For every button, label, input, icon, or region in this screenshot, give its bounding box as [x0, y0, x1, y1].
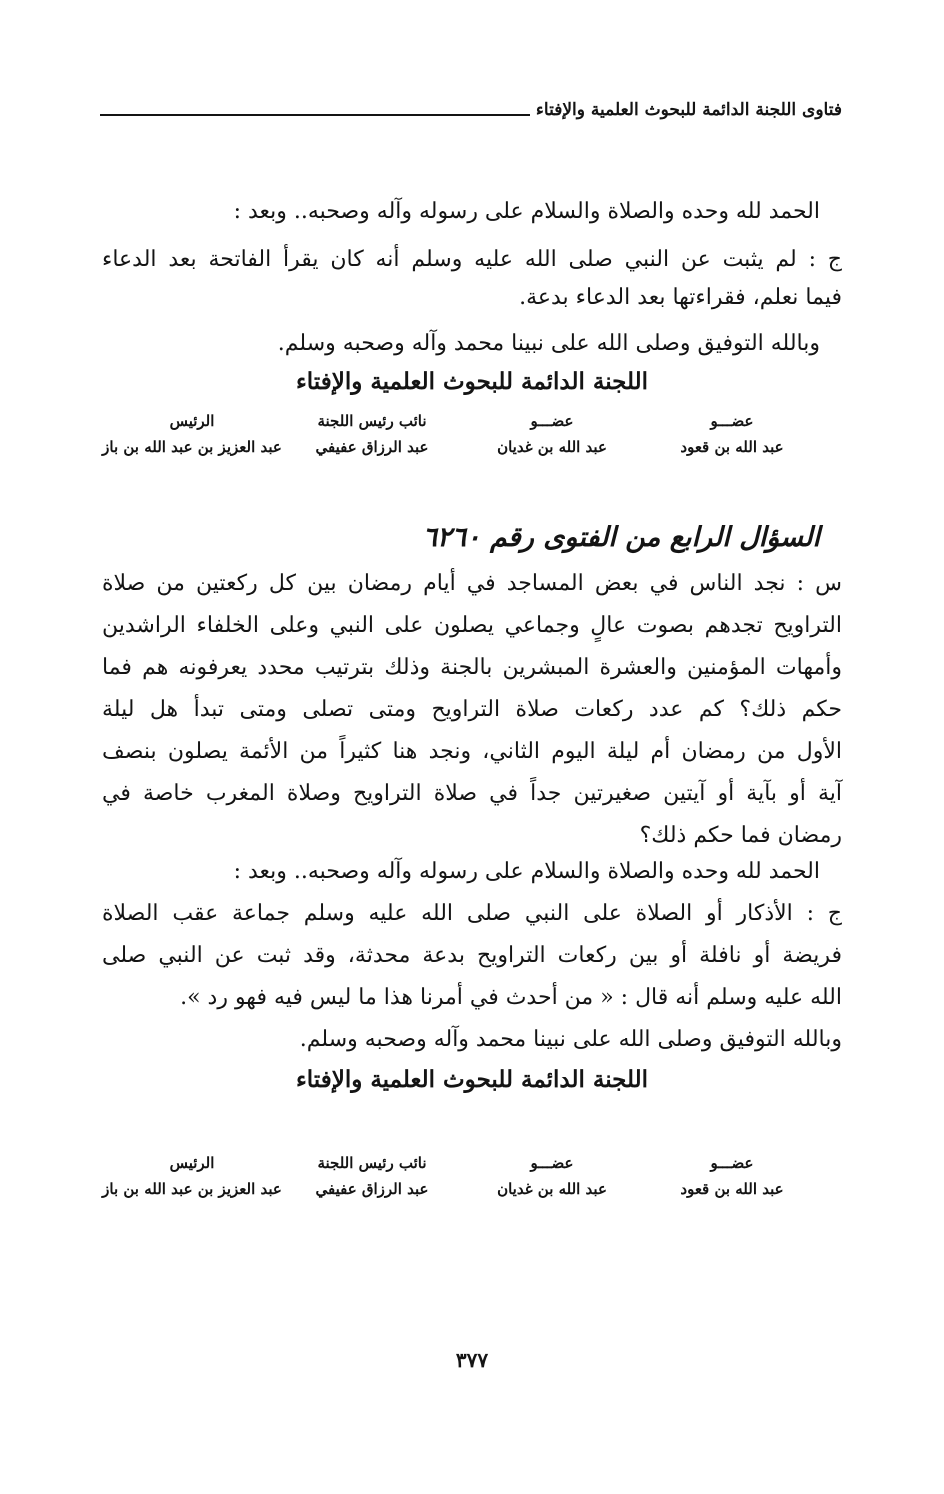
signatory-name: عبد الله بن قعود [680, 1180, 784, 1198]
header-rule [100, 114, 530, 116]
signatory [462, 412, 642, 456]
section1-line: وبالله التوفيق وصلى الله على نبينا محمد وآله وصحبه وسلم. [277, 331, 820, 356]
section1-line: فيما نعلم، فقراءتها بعد الدعاء بدعة. [519, 285, 842, 310]
section1-line: الحمد لله وحده والصلاة والسلام على رسوله وآله وصحبه.. وبعد : [233, 199, 820, 224]
signatory-role: عضـــو [710, 1154, 754, 1172]
answer-line: فريضة أو نافلة أو بين ركعات التراويح بدعة محدثة، وقد ثبت عن النبي صلى [102, 943, 842, 968]
section1-answer [102, 244, 842, 314]
section1-committee [102, 366, 842, 406]
running-header [100, 82, 842, 122]
answer-line: وبالله التوفيق وصلى الله على نبينا محمد وآله وصحبه وسلم. [299, 1027, 842, 1052]
answer-opening [102, 856, 820, 896]
signatory-name: عبد الله بن غديان [497, 438, 607, 456]
signatory [102, 412, 282, 456]
section1-line: ج : لم يثبت عن النبي صلى الله عليه وسلم أنه كان يقرأ الفاتحة بعد الدعاء [102, 247, 842, 272]
committee-name: اللجنة الدائمة للبحوث العلمية والإفتاء [295, 368, 649, 395]
question-heading: السؤال الرابع من الفتوى رقم ٦٢٦٠ [422, 522, 820, 553]
signatory-name: عبد العزيز بن عبد الله بن باز [102, 438, 282, 456]
answer-line: ج : الأذكار أو الصلاة على النبي صلى الله عليه وسلم جماعة عقب الصلاة [102, 901, 842, 926]
question-line: رمضان فما حكم ذلك؟ [639, 823, 842, 848]
answer-line: الله عليه وسلم أنه قال : « من أحدث في أمرنا هذا ما ليس فيه فهو رد ». [180, 985, 842, 1010]
signatory [282, 1154, 462, 1198]
signatory-name: عبد العزيز بن عبد الله بن باز [102, 1180, 282, 1198]
question-line: س : نجد الناس في بعض المساجد في أيام رمضان بين كل ركعتين من صلاة [102, 571, 842, 596]
committee-name: اللجنة الدائمة للبحوث العلمية والإفتاء [295, 1066, 649, 1093]
section2-committee [102, 1064, 842, 1104]
signatory [282, 412, 462, 456]
signatory [642, 1154, 822, 1198]
signatory-name: عبد الرزاق عفيفي [315, 1180, 429, 1198]
question-line: وأمهات المؤمنين والعشرة المبشرين بالجنة وذلك بترتيب محدد يعرفونه هم فما [102, 655, 842, 680]
signatory-role: عضـــو [530, 1154, 574, 1172]
question-line: الأول من رمضان أم ليلة اليوم الثاني، ونجد هنا كثيراً من الأئمة يصلون بنصف [102, 739, 842, 764]
header-title: فتاوى اللجنة الدائمة للبحوث العلمية والإفتاء [535, 100, 842, 120]
signatory [102, 1154, 282, 1198]
answer-closing [102, 1024, 842, 1064]
signatory-role: عضـــو [530, 412, 574, 430]
section1-closing [102, 328, 820, 368]
question-line: حكم ذلك؟ كم عدد ركعات صلاة التراويح ومتى تصلى ومتى تبدأ هل ليلة [102, 697, 842, 722]
signatory-role: نائب رئيس اللجنة [317, 412, 427, 430]
question-heading-wrap [102, 518, 820, 562]
signatory-role: عضـــو [710, 412, 754, 430]
answer-line: الحمد لله وحده والصلاة والسلام على رسوله وآله وصحبه.. وبعد : [233, 859, 820, 884]
answer-text [102, 898, 842, 1028]
signatory-role: نائب رئيس اللجنة [317, 1154, 427, 1172]
signature-block [102, 412, 822, 456]
question-line: آية أو بآية أو آيتين صغيرتين جداً في صلاة التراويح وصلاة المغرب خاصة في [102, 781, 842, 806]
signatory [642, 412, 822, 456]
signatory-role: الرئيس [169, 1154, 215, 1172]
question-line: التراويح تجدهم بصوت عالٍ وجماعي يصلون على النبي وعلى الخلفاء الراشدين [102, 613, 842, 638]
signatory-role: الرئيس [169, 412, 215, 430]
page-number: ٣٧٧ [455, 1348, 489, 1372]
signatory-name: عبد الرزاق عفيفي [315, 438, 429, 456]
signatory [462, 1154, 642, 1198]
signatory-name: عبد الله بن غديان [497, 1180, 607, 1198]
signatory-name: عبد الله بن قعود [680, 438, 784, 456]
signature-block [102, 1154, 822, 1198]
question-text [102, 568, 842, 858]
